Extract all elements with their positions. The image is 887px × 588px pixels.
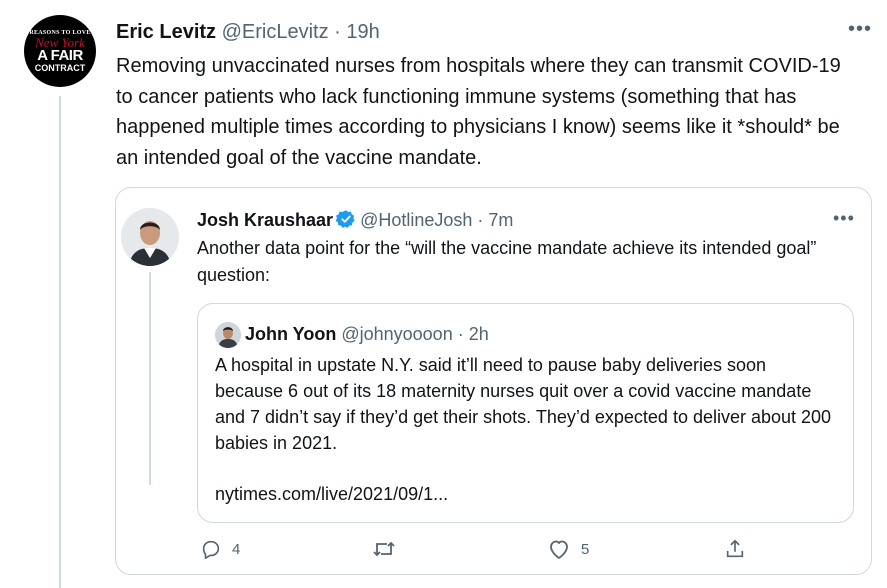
quoted-tweet-header — [197, 209, 513, 234]
tweet-actions — [115, 538, 872, 566]
retweet-icon — [372, 538, 396, 560]
separator: · — [457, 324, 464, 344]
author-name[interactable]: Eric Levitz — [116, 21, 217, 43]
tweet-time[interactable]: 19h — [346, 21, 380, 43]
thread-line — [149, 272, 151, 485]
nested-quoted-tweet-card[interactable] — [197, 303, 854, 523]
tweet-time[interactable]: 7m — [488, 210, 514, 230]
nested-tweet-header — [245, 323, 489, 345]
separator: · — [334, 21, 341, 43]
more-options-icon[interactable]: ••• — [833, 208, 855, 228]
tweet-header — [116, 20, 380, 44]
author-handle[interactable]: @johnyoooon — [341, 324, 453, 344]
author-handle[interactable]: @EricLevitz — [221, 21, 329, 43]
avatar-text-ny: New York — [35, 34, 85, 50]
author-name[interactable]: Josh Kraushaar — [197, 210, 334, 230]
like-count: 5 — [581, 540, 590, 558]
article-link[interactable]: nytimes.com/live/2021/09/1... — [215, 484, 449, 504]
reply-button[interactable] — [200, 538, 240, 560]
quoted-tweet-card[interactable] — [115, 187, 872, 575]
separator: · — [477, 210, 484, 230]
reply-count: 4 — [232, 540, 241, 558]
reply-icon — [200, 538, 222, 560]
avatar[interactable] — [215, 322, 241, 348]
retweet-button[interactable] — [372, 538, 406, 560]
person-avatar-icon — [215, 322, 241, 348]
nested-tweet-text: A hospital in upstate N.Y. said it’ll need to pause baby deliveries soon because 6 out of its 18 maternity nurses quit over a covid vaccine mandate and 7 didn’t say if they’d get their shots. They’d expected to deliver about 200 babies in 2021. — [215, 355, 832, 453]
share-button[interactable] — [724, 538, 746, 560]
author-handle[interactable]: @HotlineJosh — [360, 210, 473, 230]
avatar[interactable] — [24, 15, 96, 87]
verified-badge-icon — [336, 209, 356, 234]
person-avatar-icon — [121, 208, 179, 266]
like-icon — [547, 538, 571, 560]
tweet-text: Removing unvaccinated nurses from hospitals where they can transmit COVID-19 to cancer patients who lack functioning immune systems (something that has happened multiple times according to physicians I know) seems like it *should* be an intended goal of the vaccine mandate. — [116, 55, 841, 169]
tweet-time[interactable]: 2h — [468, 324, 489, 344]
avatar[interactable] — [121, 208, 179, 266]
like-button[interactable] — [547, 538, 589, 560]
avatar-text-top: REASONS TO LOVE — [29, 29, 91, 36]
author-name[interactable]: John Yoon — [245, 324, 337, 344]
more-options-icon[interactable]: ••• — [848, 18, 873, 40]
share-icon — [724, 538, 746, 560]
quoted-tweet-text: Another data point for the “will the vaccine mandate achieve its intended goal” question: — [197, 238, 817, 285]
thread-line — [59, 96, 61, 588]
avatar-text-main: A FAIR — [37, 46, 83, 64]
avatar-text-bottom: CONTRACT — [34, 62, 86, 73]
